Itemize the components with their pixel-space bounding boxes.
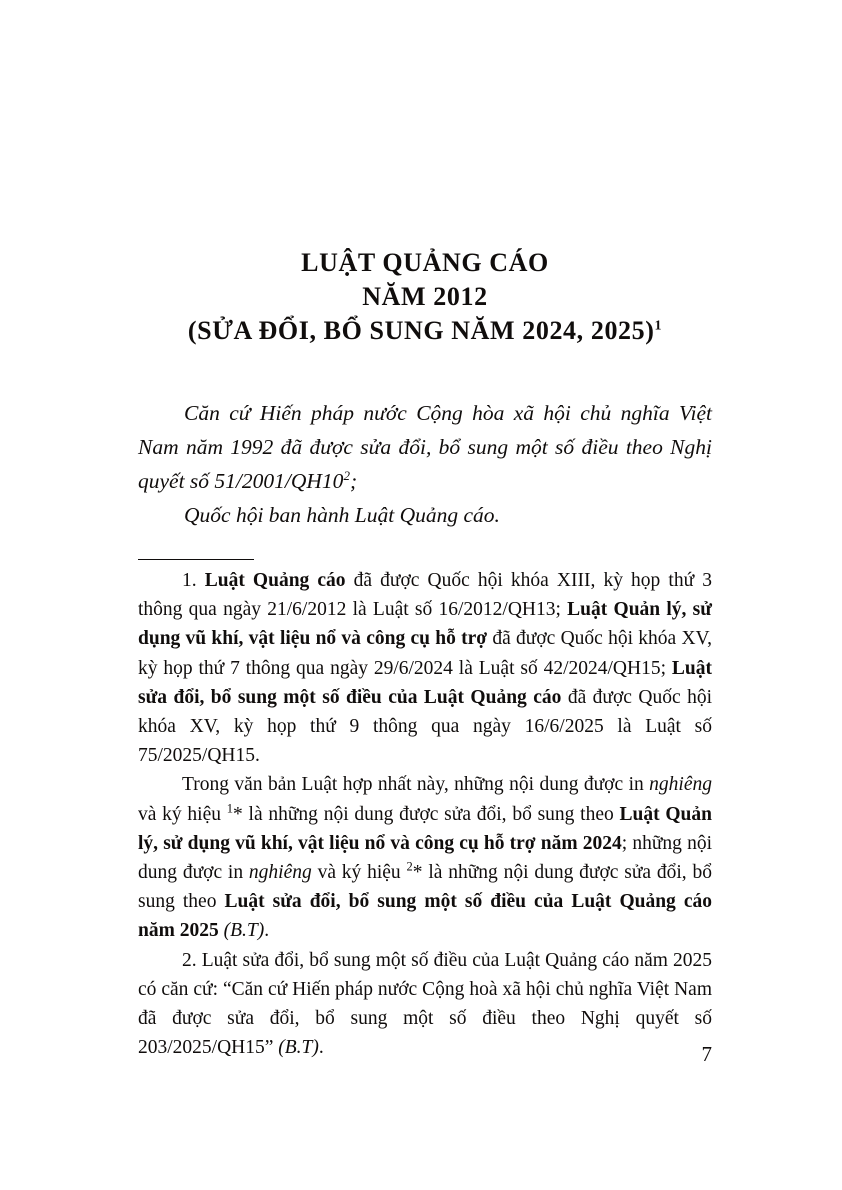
- footnote-1-paragraph-2: [138, 770, 712, 945]
- title-line-1: [138, 246, 712, 280]
- footnote-1-seg1: Luật Quảng cáo: [204, 570, 346, 591]
- fn1p2-seg2: nghiêng: [649, 774, 712, 796]
- preamble-p1-text: Căn cứ Hiến pháp nước Cộng hòa xã hội chủ nghĩa Việt Nam năm 1992 đã được sửa đổi, bổ sung một số điều theo Nghị quyết số 51/2001/QH10: [138, 401, 712, 493]
- footnote-1-seg6: đã được Quốc hội khóa XV, kỳ họp thứ 9 thông qua ngày 16/6/2025 là Luật số 75/2025/QH15.: [138, 686, 712, 767]
- fn1p2-seg11: * là những nội dung được sửa đổi, bổ sung theo: [138, 862, 712, 913]
- preamble-p2-text: Quốc hội ban hành Luật Quảng cáo.: [184, 503, 500, 527]
- fn1p2-seg5: * là những nội dung được sửa đổi, bổ sung theo: [233, 803, 620, 825]
- preamble-paragraph-1: [138, 396, 712, 498]
- footnote-2-seg1: 2. Luật sửa đổi, bổ sung một số điều của Luật Quảng cáo năm 2025 có căn cứ: “Căn cứ Hiến pháp nước Cộng hoà xã hội chủ nghĩa Việt Nam đã được sửa đổi, bổ sung một số điều theo Nghị quyết số 203/2025/QH15”: [138, 949, 712, 1059]
- page-number: [138, 1042, 712, 1067]
- footnote-1-seg2: đã được Quốc hội khóa XIII, kỳ họp thứ 3 thông qua ngày 21/6/2012 là Luật số 16/2012/QH13;: [138, 570, 712, 621]
- fn1p2-seg8: nghiêng: [248, 862, 312, 884]
- footnote-2-seg3: .: [318, 1037, 324, 1059]
- fn1p2-seg12: Luật sửa đổi, bổ sung một số điều của Luật Quảng cáo năm 2025: [138, 891, 713, 942]
- preamble-block: [138, 396, 712, 532]
- title-line-3: [138, 314, 712, 348]
- preamble-p1-tail: ;: [349, 469, 358, 493]
- title-line-2-text: NĂM 2012: [362, 282, 488, 311]
- title-line-2: [138, 280, 712, 314]
- fn1p2-marker-1: 1: [226, 801, 234, 816]
- preamble-paragraph-2: [138, 498, 712, 532]
- title-line-1-text: LUẬT QUẢNG CÁO: [301, 248, 549, 277]
- fn1p2-marker-2: 2: [406, 859, 413, 874]
- fn1p2-seg3: và ký hiệu: [138, 803, 227, 825]
- footnote-1-number: 1.: [182, 570, 205, 591]
- fn1p2-seg7: ; những nội dung được in: [138, 832, 713, 884]
- page-title: [138, 246, 712, 348]
- footnote-2-seg2: (B.T): [278, 1037, 319, 1059]
- footnote-1-seg5: Luật sửa đổi, bổ sung một số điều của Luật Quảng cáo: [138, 657, 712, 708]
- title-footnote-marker: 1: [654, 318, 663, 334]
- fn1p2-seg1: Trong văn bản Luật hợp nhất này, những nội dung được in: [182, 774, 650, 796]
- fn1p2-seg6: Luật Quản lý, sử dụng vũ khí, vật liệu nổ và công cụ hỗ trợ năm 2024: [138, 803, 712, 854]
- footnote-1-seg3: Luật Quản lý, sử dụng vũ khí, vật liệu nổ và công cụ hỗ trợ: [138, 599, 712, 650]
- title-line-3-text: (SỬA ĐỔI, BỔ SUNG NĂM 2024, 2025): [187, 316, 655, 345]
- fn1p2-seg15: .: [264, 920, 270, 942]
- footnote-separator-rule: [138, 559, 254, 560]
- footnote-1: [138, 566, 712, 770]
- fn1p2-seg9: và ký hiệu: [311, 862, 407, 884]
- page-number-value: 7: [701, 1042, 712, 1066]
- preamble-footnote-marker: 2: [343, 467, 350, 483]
- footnotes-block: [138, 566, 712, 1062]
- footnote-1-seg4: đã được Quốc hội khóa XV, kỳ họp thứ 7 thông qua ngày 29/6/2024 là Luật số 42/2024/QH15;: [138, 628, 713, 679]
- fn1p2-seg14: (B.T): [223, 920, 265, 942]
